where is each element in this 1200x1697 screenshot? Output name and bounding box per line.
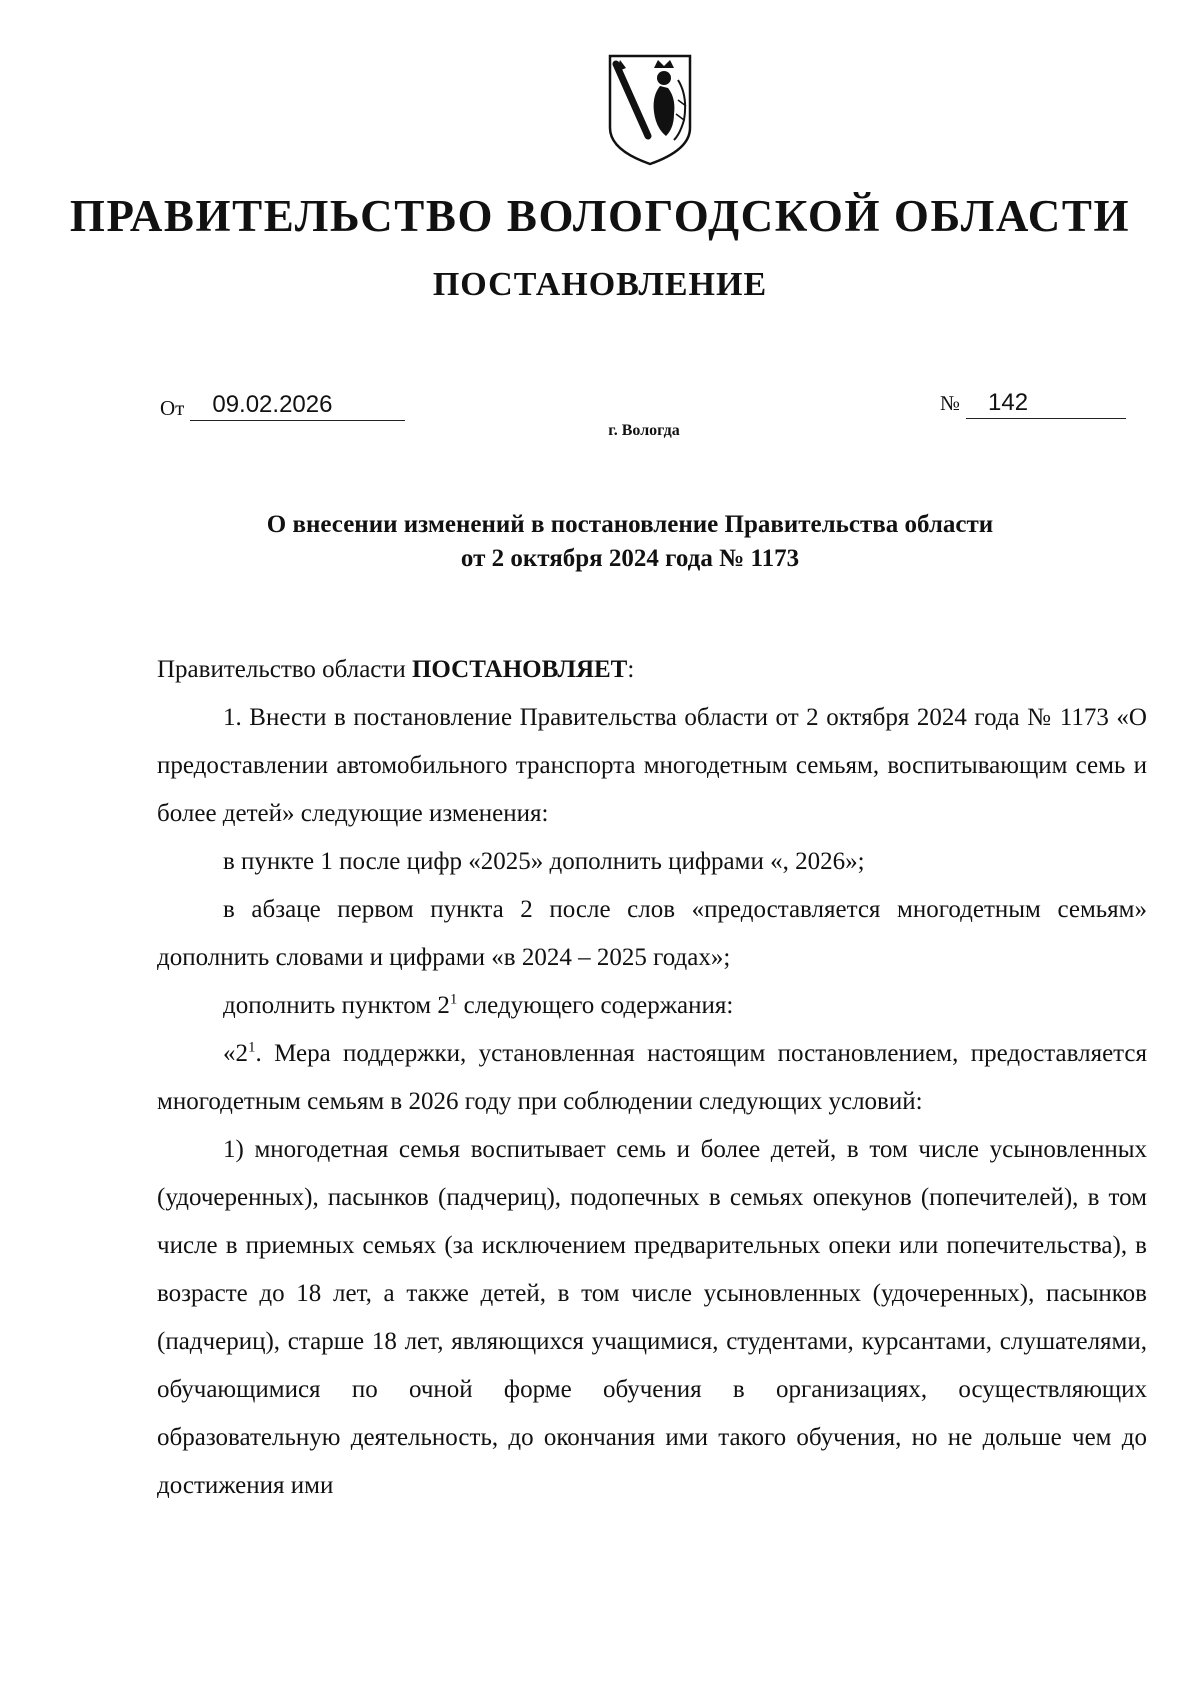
intro-paragraph	[157, 646, 1147, 694]
coat-of-arms-icon	[604, 50, 696, 168]
p4-superscript: 1	[449, 991, 458, 1008]
date-field	[160, 390, 405, 421]
organization-title: ПРАВИТЕЛЬСТВО ВОЛОГОДСКОЙ ОБЛАСТИ	[69, 191, 1131, 241]
p5-superscript: 1	[248, 1039, 256, 1056]
date-value: 09.02.2026	[190, 390, 405, 421]
number-label: №	[940, 391, 961, 415]
paragraph-6: 1) многодетная семья воспитывает семь и более детей, в том числе усыновленных (удочеренных), пасынков (падчериц), подопечных в семьях опекунов (попечителей), в том числе в приемных семьях (за исключением предварительных опеки или попечительства), в возрасте до 18 лет, а также детей, в том числе усыновленных (удочеренных), пасынков (падчериц), старше 18 лет, являющихся учащимися, студентами, курсантами, слушателями, обучающимися по очной форме обучения в организациях, осуществляющих образовательную деятельность, до окончания ими такого обучения, но не дольше чем до достижения ими	[157, 1136, 1147, 1499]
number-value: 142	[966, 388, 1126, 419]
number-field	[940, 388, 1126, 419]
p4-suffix: следующего содержания:	[457, 992, 734, 1019]
subject-line-1: О внесении изменений в постановление Правительства области	[266, 511, 994, 538]
document-type: ПОСТАНОВЛЕНИЕ	[432, 266, 768, 303]
paragraph-1: 1. Внести в постановление Правительства области от 2 октября 2024 года № 1173 «О предоставлении автомобильного транспорта многодетным семьям, воспитывающим семь и более детей» следующие изменения:	[157, 704, 1147, 827]
document-subject	[160, 508, 1100, 576]
intro-prefix: Правительство области	[157, 656, 412, 683]
subject-line-2: от 2 октября 2024 года № 1173	[460, 545, 800, 572]
p5-suffix: . Мера поддержки, установленная настоящим постановлением, предоставляется многодетным семьям в 2026 году при соблюдении следующих условий:	[157, 1040, 1147, 1115]
paragraph-2: в пункте 1 после цифр «2025» дополнить цифрами «, 2026»;	[223, 848, 865, 875]
p4-prefix: дополнить пунктом 2	[223, 992, 450, 1019]
intro-bold: ПОСТАНОВЛЯЕТ	[411, 656, 628, 683]
paragraph-4	[157, 982, 1147, 1030]
intro-suffix: :	[627, 656, 635, 683]
city-label: г. Вологда	[608, 422, 680, 439]
paragraph-5	[157, 1030, 1147, 1126]
paragraph-3: в абзаце первом пункта 2 после слов «предоставляется многодетным семьям» дополнить словами и цифрами «в 2024 – 2025 годах»;	[157, 896, 1147, 971]
document-body	[157, 646, 1147, 1510]
p5-prefix: «2	[223, 1040, 248, 1067]
date-label: От	[160, 396, 185, 420]
